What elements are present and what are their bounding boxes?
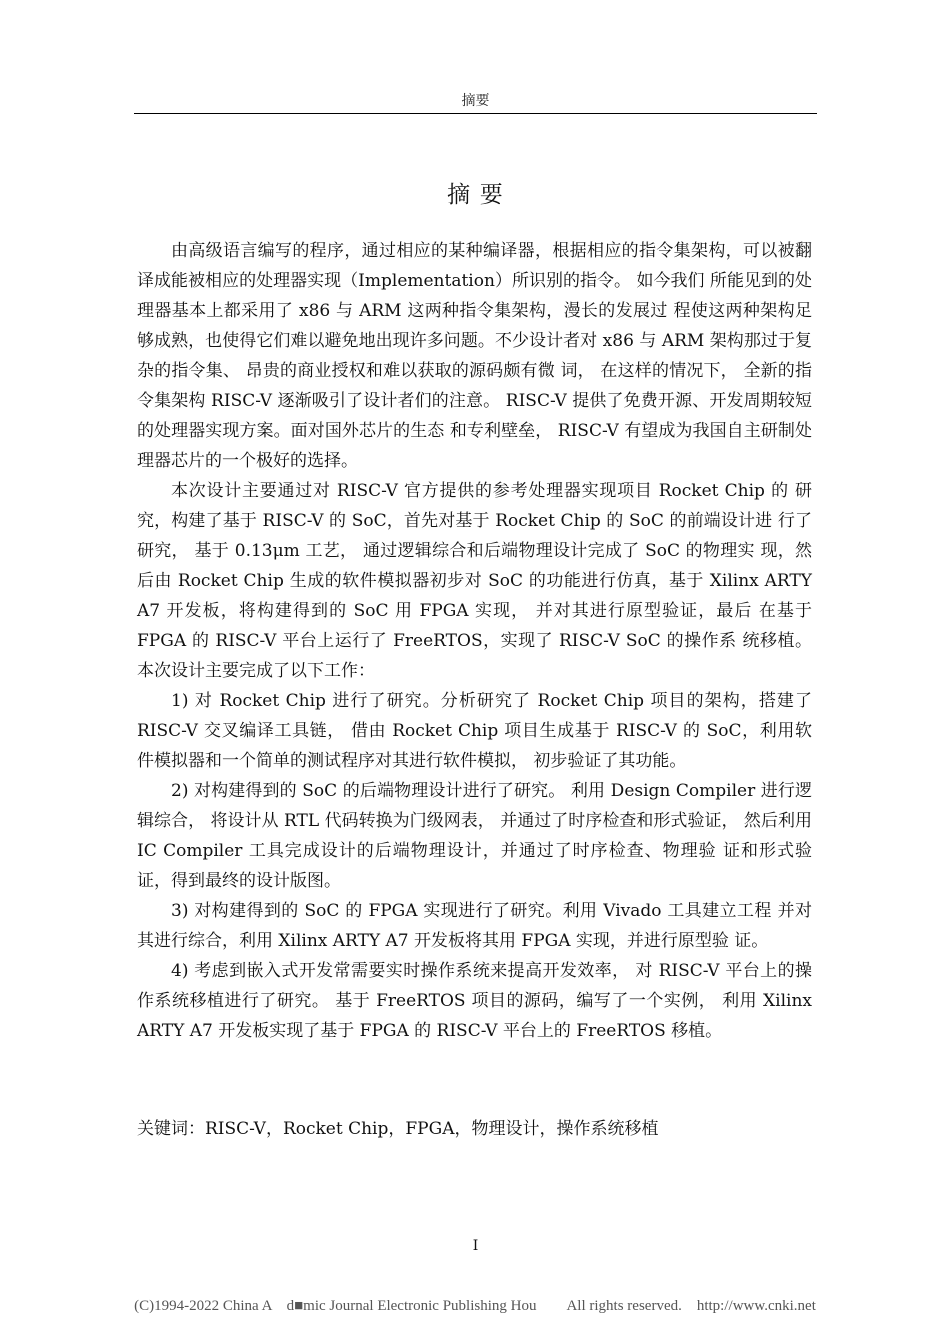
- work-item-2: 2) 对构建得到的 SoC 的后端物理设计进行了研究。 利用 Design Compiler 进行逻辑综合， 将设计从 RTL 代码转换为门级网表， 并通过了时序检查和形式验证， 然后利用 IC Compiler 工具完成设计的后端物理设计，并通过了时序检查、物理验 证和形式验证，得到最终的设计版图。: [137, 781, 812, 891]
- running-header: 摘要: [461, 93, 490, 109]
- page-number: I: [472, 1238, 479, 1254]
- work-item-4: 4) 考虑到嵌入式开发常需要实时操作系统来提高开发效率， 对 RISC-V 平台上的操作系统移植进行了研究。 基于 FreeRTOS 项目的源码，编写了一个实例， 利用 Xilinx ARTY A7 开发板实现了基于 FPGA 的 RISC-V 平台上的 FreeRTOS 移植。: [137, 961, 812, 1041]
- copyright-footer: (C)1994-2022 China A d■mic Journal Electronic Publishing Hou All rights reserved. http://www.cnki.net: [134, 1298, 816, 1314]
- work-item-3: 3) 对构建得到的 SoC 的 FPGA 实现进行了研究。利用 Vivado 工具建立工程 并对其进行综合，利用 Xilinx ARTY A7 开发板将其用 FPGA 实现，并进行原型验 证。: [137, 901, 812, 951]
- work-item-1: 1) 对 Rocket Chip 进行了研究。分析研究了 Rocket Chip 项目的架构，搭建了 RISC-V 交叉编译工具链， 借由 Rocket Chip 项目生成基于 RISC-V 的 SoC，利用软 件模拟器和一个简单的测试程序对其进行软件模拟， 初步验证了其功能。: [137, 691, 812, 771]
- abstract-paragraph-1: 由高级语言编写的程序，通过相应的某种编译器，根据相应的指令集架构，可以被翻译成能被相应的处理器实现（Implementation）所识别的指令。 如今我们 所能见到的处理器基本上都采用了 x86 与 ARM 这两种指令集架构，漫长的发展过 程使这两种架构足够成熟，也使得它们难以避免地出现许多问题。不少设计者对 x86 与 ARM 架构那过于复杂的指令集、 昂贵的商业授权和难以获取的源码颇有微 词， 在这样的情况下， 全新的指令集架构 RISC-V 逐渐吸引了设计者们的注意。 RISC-V 提供了免费开源、开发周期较短的处理器实现方案。面对国外芯片的生态 和专利壁垒， RISC-V 有望成为我国自主研制处理器芯片的一个极好的选择。: [137, 241, 812, 471]
- keywords-line: 关键词：RISC-V，Rocket Chip，FPGA，物理设计，操作系统移植: [137, 1119, 659, 1139]
- page-title: 摘 要: [447, 182, 504, 208]
- header-rule: [134, 113, 817, 114]
- abstract-body: [137, 236, 812, 1046]
- abstract-paragraph-2: 本次设计主要通过对 RISC-V 官方提供的参考处理器实现项目 Rocket Chip 的 研究，构建了基于 RISC-V 的 SoC，首先对基于 Rocket Chip 的 SoC 的前端设计进 行了研究， 基于 0.13μm 工艺， 通过逻辑综合和后端物理设计完成了 SoC 的物理实 现，然后由 Rocket Chip 生成的软件模拟器初步对 SoC 的功能进行仿真，基于 Xilinx ARTY A7 开发板，将构建得到的 SoC 用 FPGA 实现， 并对其进行原型验证，最后 在基于 FPGA 的 RISC-V 平台上运行了 FreeRTOS，实现了 RISC-V SoC 的操作系 统移植。 本次设计主要完成了以下工作：: [137, 481, 812, 681]
